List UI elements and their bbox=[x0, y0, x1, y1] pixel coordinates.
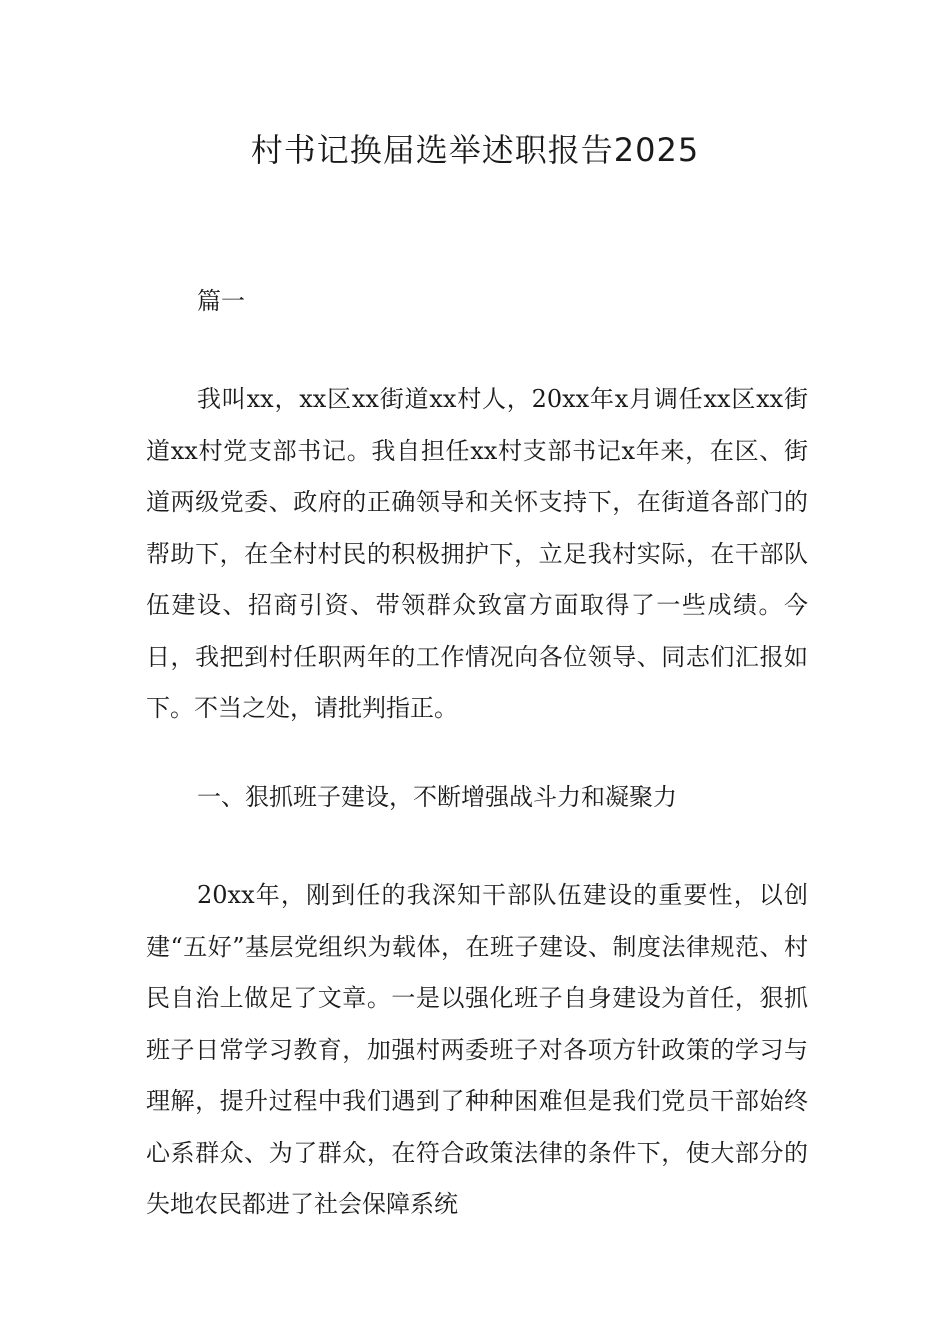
section-label: 篇一 bbox=[197, 287, 245, 315]
section-heading: 一、狠抓班子建设，不断增强战斗力和凝聚力 bbox=[197, 783, 677, 811]
body-paragraph: 20xx年，刚到任的我深知干部队伍建设的重要性，以创建“五好”基层党组织为载体，在班子建设、制度法律规范、村民自治上做足了文章。一是以强化班子自身建设为首任，狠抓班子日常学习教育，加强村两委班子对各项方针政策的学习与理解，提升过程中我们遇到了种种困难但是我们党员干部始终心系群众、为了群众，在符合政策法律的条件下，使大部分的失地农民都进了社会保障系统 bbox=[146, 881, 808, 1218]
document-title: 村书记换届选举述职报告2025 bbox=[250, 131, 700, 169]
intro-paragraph: 我叫xx，xx区xx街道xx村人，20xx年x月调任xx区xx街道xx村党支部书记。我自担任xx村支部书记x年来，在区、街道两级党委、政府的正确领导和关怀支持下，在街道各部门的帮助下，在全村村民的积极拥护下，立足我村实际，在干部队伍建设、招商引资、带领群众致富方面取得了一些成绩。今日，我把到村任职两年的工作情况向各位领导、同志们汇报如下。不当之处，请批判指正。 bbox=[146, 385, 808, 722]
